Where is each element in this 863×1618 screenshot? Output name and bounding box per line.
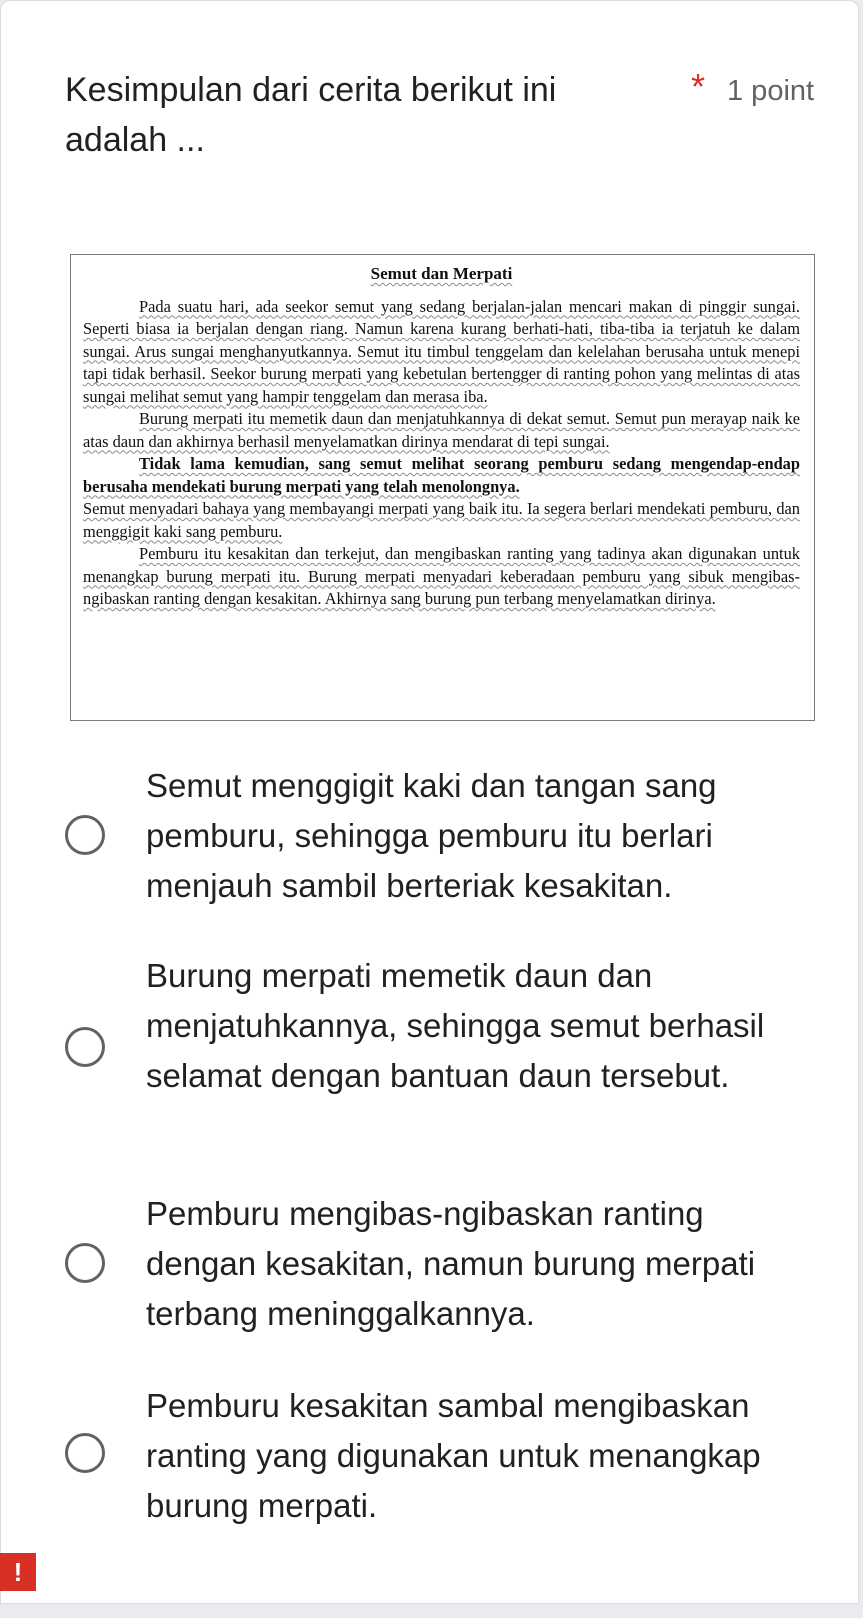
- option-2[interactable]: [65, 951, 805, 1151]
- story-paragraph: Pada suatu hari, ada seekor semut yang sedang berjalan-jalan mencari makan di pinggir sungai. Seperti biasa ia berjalan dengan riang. Namun karena kurang berhati-hati, tiba-tiba ia terjatuh ke dalam sungai. Arus sungai menghanyutkannya. Semut itu timbul tenggelam dan kelelahan berusaha untuk menepi tapi tidak berhasil. Seekor burung merpati yang kebetulan bertengger di ranting pohon yang melintas di atas sungai melihat semut yang hampir tenggelam dan merasa iba.: [83, 296, 800, 406]
- option-label[interactable]: Pemburu mengibas-ngibaskan ranting dengan kesakitan, namun burung merpati terbang meninggalkannya.: [146, 1195, 756, 1332]
- radio-button[interactable]: [65, 1243, 105, 1283]
- story-paragraph: Burung merpati itu memetik daun dan menjatuhkannya di dekat semut. Semut pun merayap naik ke atas daun dan akhirnya berhasil menyelamatkan dirinya mendarat di tepi sungai.: [83, 409, 800, 451]
- radio-button[interactable]: [65, 1433, 105, 1473]
- option-1[interactable]: [65, 761, 805, 911]
- story-paragraph: Semut menyadari bahaya yang membayangi merpati yang baik itu. Ia segera berlari mendekati pemburu, dan menggigit kaki sang pemburu.: [83, 499, 800, 541]
- required-asterisk: *: [691, 66, 706, 107]
- option-label[interactable]: Semut menggigit kaki dan tangan sang pemburu, sehingga pemburu itu berlari menjauh sambil berteriak kesakitan.: [146, 767, 717, 904]
- radio-button[interactable]: [65, 815, 105, 855]
- radio-button[interactable]: [65, 1027, 105, 1067]
- option-label[interactable]: Burung merpati memetik daun dan menjatuhkannya, sehingga semut berhasil selamat dengan bantuan daun tersebut.: [146, 957, 765, 1094]
- option-4[interactable]: [65, 1381, 805, 1531]
- option-label[interactable]: Pemburu kesakitan sambal mengibaskan ranting yang digunakan untuk menangkap burung merpati.: [146, 1387, 761, 1524]
- points-label: 1 point: [727, 75, 815, 107]
- alert-badge: !: [0, 1553, 36, 1591]
- story-image: [70, 254, 815, 721]
- story-paragraph: Pemburu itu kesakitan dan terkejut, dan mengibaskan ranting yang tadinya akan digunakan untuk menangkap burung merpati itu. Burung merpati menyadari keberadaan pemburu yang sibuk mengibas-ngibaskan ranting dengan kesakitan. Akhirnya sang burung pun terbang menyelamatkan dirinya.: [83, 544, 800, 608]
- option-3[interactable]: [65, 1189, 805, 1339]
- question-header: [65, 65, 825, 165]
- story-paragraph: Tidak lama kemudian, sang semut melihat seorang pemburu sedang mengendap-endap berusaha mendekati burung merpati yang telah menolongnya.: [83, 454, 800, 496]
- question-title: Kesimpulan dari cerita berikut ini adalah ...: [65, 71, 557, 159]
- story-title: Semut dan Merpati: [370, 264, 513, 283]
